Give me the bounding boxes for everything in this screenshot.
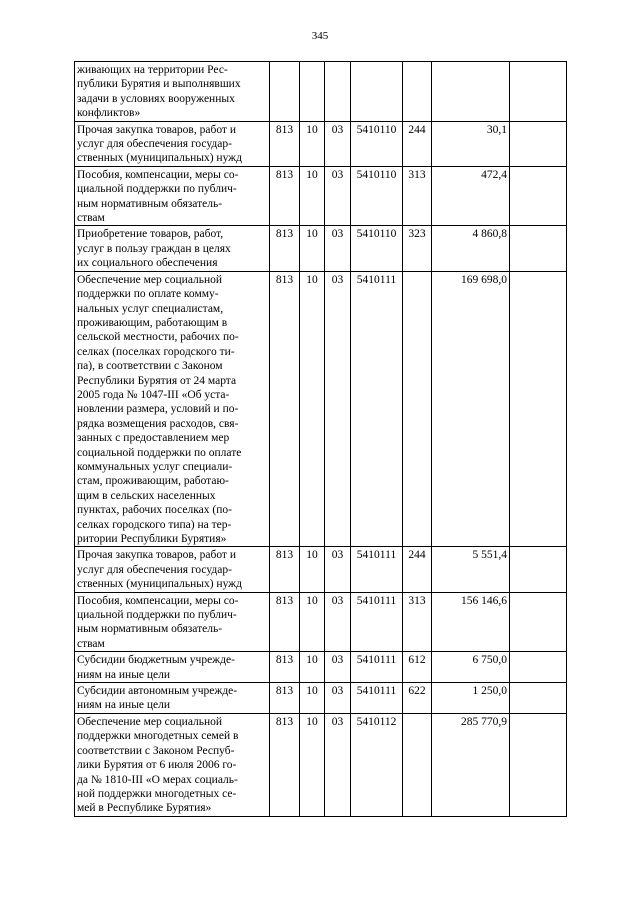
item-name-line: занных с предоставлением мер	[77, 432, 230, 445]
item-name-cell	[75, 271, 270, 547]
section-code-cell	[300, 62, 325, 122]
page-number: 345	[311, 30, 329, 42]
expense-type-cell: 313	[403, 166, 432, 226]
amount-cell: 169 698,0	[432, 271, 510, 547]
item-name-line: селках (поселках городского ти-	[77, 345, 235, 358]
extra-cell	[510, 547, 567, 592]
subsection-code-cell: 03	[325, 121, 351, 166]
item-name-line: услуг в пользу граждан в целях	[77, 242, 231, 255]
item-name-line: Республики Бурятия от 24 марта	[77, 374, 237, 387]
expense-type-cell: 612	[403, 652, 432, 683]
item-name-line: их социального обеспечения	[77, 257, 218, 270]
item-name-line: щим в сельских населенных	[77, 489, 216, 502]
ministry-code-cell: 813	[270, 683, 300, 714]
item-name-line: рядка возмещения расходов, свя-	[77, 417, 239, 430]
item-name-line: ниям на иные цели	[77, 668, 171, 681]
extra-cell	[510, 226, 567, 271]
section-code-cell: 10	[300, 592, 325, 652]
expense-type-cell: 622	[403, 683, 432, 714]
expense-type-cell: 244	[403, 121, 432, 166]
extra-cell	[510, 271, 567, 547]
extra-cell	[510, 166, 567, 226]
extra-cell	[510, 121, 567, 166]
item-name-line: мей в Республике Бурятия»	[77, 802, 212, 815]
section-code-cell: 10	[300, 121, 325, 166]
ministry-code-cell: 813	[270, 271, 300, 547]
expense-type-cell	[403, 62, 432, 122]
subsection-code-cell: 03	[325, 713, 351, 816]
expense-type-cell	[403, 713, 432, 816]
expense-type-cell: 323	[403, 226, 432, 271]
target-article-cell: 5410110	[351, 226, 403, 271]
budget-table-body	[75, 62, 567, 817]
item-name-line: ниям на иные цели	[77, 699, 171, 712]
item-name-line: новлении размера, условий и по-	[77, 403, 239, 416]
item-name-line: проживающим, работающим в	[77, 316, 228, 329]
table-row	[75, 547, 567, 592]
table-row	[75, 166, 567, 226]
item-name-line: Обеспечение мер социальной	[77, 715, 223, 728]
item-name-line: пунктах, рабочих поселках (по-	[77, 504, 232, 517]
item-name-line: ствам	[77, 212, 105, 225]
section-code-cell: 10	[300, 166, 325, 226]
table-row	[75, 62, 567, 122]
item-name-cell	[75, 592, 270, 652]
subsection-code-cell: 03	[325, 226, 351, 271]
subsection-code-cell: 03	[325, 547, 351, 592]
item-name-line: ной поддержки многодетных се-	[77, 787, 237, 800]
item-name-line: коммунальных услуг специали-	[77, 460, 233, 473]
section-code-cell: 10	[300, 271, 325, 547]
table-row	[75, 683, 567, 714]
item-name-cell	[75, 226, 270, 271]
section-code-cell: 10	[300, 713, 325, 816]
item-name-line: 2005 года № 1047-III «Об уста-	[77, 388, 230, 401]
table-row	[75, 713, 567, 816]
item-name-line: публики Бурятия и выполнявших	[77, 78, 241, 91]
item-name-cell	[75, 713, 270, 816]
expense-type-cell	[403, 271, 432, 547]
item-name-line: да № 1810-III «О мерах социаль-	[77, 773, 238, 786]
item-name-line: Субсидии бюджетным учрежде-	[77, 654, 235, 667]
ministry-code-cell: 813	[270, 713, 300, 816]
item-name-line: ственных (муниципальных) нужд	[77, 578, 242, 591]
item-name-cell	[75, 166, 270, 226]
table-row	[75, 121, 567, 166]
item-name-line: селках городского типа) на тер-	[77, 518, 232, 531]
item-name-line: Обеспечение мер социальной	[77, 273, 223, 286]
amount-cell: 156 146,6	[432, 592, 510, 652]
item-name-line: па), в соответствии с Законом	[77, 360, 223, 373]
item-name-line: Прочая закупка товаров, работ и	[77, 549, 236, 562]
item-name-line: ственных (муниципальных) нужд	[77, 152, 242, 165]
extra-cell	[510, 713, 567, 816]
item-name-line: задачи в условиях вооруженных	[77, 92, 235, 105]
subsection-code-cell: 03	[325, 271, 351, 547]
target-article-cell: 5410111	[351, 547, 403, 592]
target-article-cell: 5410110	[351, 166, 403, 226]
item-name-line: поддержки по оплате комму-	[77, 288, 219, 301]
item-name-line: соответствии с Законом Респуб-	[77, 744, 235, 757]
table-row	[75, 271, 567, 547]
table-row	[75, 226, 567, 271]
table-row	[75, 592, 567, 652]
ministry-code-cell: 813	[270, 592, 300, 652]
item-name-line: ритории Республики Бурятия»	[77, 533, 227, 545]
amount-cell: 5 551,4	[432, 547, 510, 592]
item-name-line: Прочая закупка товаров, работ и	[77, 123, 236, 136]
section-code-cell: 10	[300, 547, 325, 592]
amount-cell: 30,1	[432, 121, 510, 166]
amount-cell	[432, 62, 510, 122]
target-article-cell: 5410110	[351, 121, 403, 166]
amount-cell: 1 250,0	[432, 683, 510, 714]
target-article-cell: 5410111	[351, 271, 403, 547]
subsection-code-cell: 03	[325, 592, 351, 652]
section-code-cell: 10	[300, 226, 325, 271]
item-name-line: Приобретение товаров, работ,	[77, 228, 224, 241]
item-name-cell	[75, 683, 270, 714]
item-name-cell	[75, 547, 270, 592]
extra-cell	[510, 62, 567, 122]
subsection-code-cell: 03	[325, 683, 351, 714]
item-name-line: услуг для обеспечения государ-	[77, 138, 232, 151]
amount-cell: 472,4	[432, 166, 510, 226]
item-name-cell	[75, 121, 270, 166]
target-article-cell: 5410111	[351, 683, 403, 714]
section-code-cell: 10	[300, 652, 325, 683]
item-name-line: стам, проживающим, работаю-	[77, 475, 229, 488]
target-article-cell: 5410112	[351, 713, 403, 816]
item-name-line: поддержки многодетных семей в	[77, 730, 239, 743]
item-name-line: Пособия, компенсации, меры со-	[77, 168, 239, 181]
amount-cell: 285 770,9	[432, 713, 510, 816]
expense-type-cell: 244	[403, 547, 432, 592]
target-article-cell: 5410111	[351, 592, 403, 652]
item-name-cell	[75, 652, 270, 683]
item-name-line: услуг для обеспечения государ-	[77, 563, 232, 576]
section-code-cell: 10	[300, 683, 325, 714]
item-name-line: Пособия, компенсации, меры со-	[77, 594, 239, 607]
expense-type-cell: 313	[403, 592, 432, 652]
amount-cell: 6 750,0	[432, 652, 510, 683]
extra-cell	[510, 592, 567, 652]
ministry-code-cell: 813	[270, 547, 300, 592]
item-name-line: нальных услуг специалистам,	[77, 302, 224, 315]
target-article-cell: 5410111	[351, 652, 403, 683]
item-name-line: ным нормативным обязатель-	[77, 197, 223, 210]
amount-cell: 4 860,8	[432, 226, 510, 271]
subsection-code-cell: 03	[325, 652, 351, 683]
item-name-line: ным нормативным обязатель-	[77, 623, 223, 636]
extra-cell	[510, 652, 567, 683]
extra-cell	[510, 683, 567, 714]
item-name-line: циальной поддержки по публич-	[77, 183, 237, 196]
subsection-code-cell	[325, 62, 351, 122]
item-name-line: живающих на территории Рес-	[77, 64, 228, 76]
ministry-code-cell: 813	[270, 166, 300, 226]
item-name-cell	[75, 62, 270, 122]
ministry-code-cell: 813	[270, 121, 300, 166]
item-name-line: циальной поддержки по публич-	[77, 609, 237, 622]
item-name-line: ствам	[77, 637, 105, 650]
table-row	[75, 652, 567, 683]
item-name-line: социальной поддержки по оплате	[77, 446, 242, 459]
item-name-line: лики Бурятия от 6 июля 2006 го-	[77, 759, 237, 772]
ministry-code-cell: 813	[270, 226, 300, 271]
budget-table	[74, 61, 567, 817]
target-article-cell	[351, 62, 403, 122]
item-name-line: Субсидии автономным учрежде-	[77, 685, 238, 698]
item-name-line: конфликтов»	[77, 107, 141, 120]
item-name-line: сельской местности, рабочих по-	[77, 331, 239, 344]
ministry-code-cell	[270, 62, 300, 122]
subsection-code-cell: 03	[325, 166, 351, 226]
ministry-code-cell: 813	[270, 652, 300, 683]
